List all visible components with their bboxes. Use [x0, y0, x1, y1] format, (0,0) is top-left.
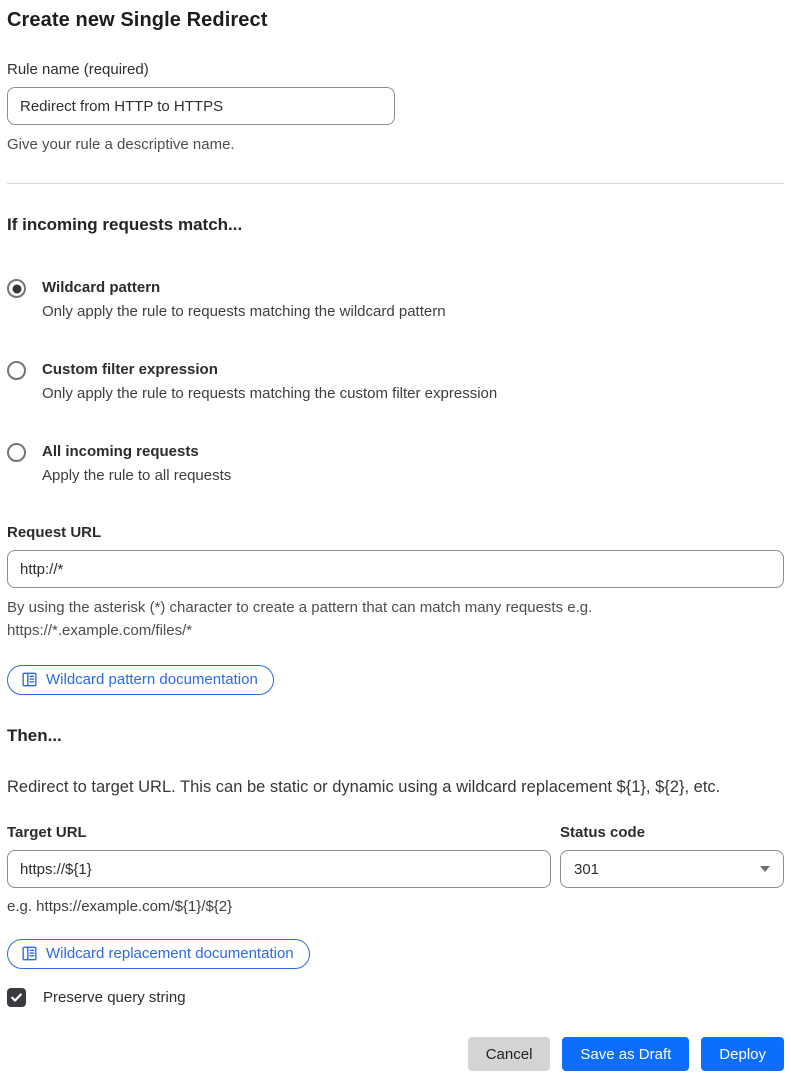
radio-option-description: Only apply the rule to requests matching the wildcard pattern — [42, 303, 446, 320]
book-icon — [21, 671, 38, 688]
status-code-value: 301 — [574, 860, 600, 878]
radio-option-custom-filter[interactable] — [7, 360, 784, 404]
radio-option-label: Wildcard pattern — [42, 279, 161, 296]
doc-button-label: Wildcard pattern documentation — [46, 671, 258, 688]
radio-option-label: All incoming requests — [42, 443, 199, 460]
radio-option-description: Only apply the rule to requests matching the custom filter expression — [42, 385, 498, 402]
doc-button-label: Wildcard replacement documentation — [46, 945, 294, 962]
wildcard-replacement-docs-button[interactable] — [7, 939, 310, 969]
status-code-label: Status code — [560, 824, 646, 841]
radio-option-wildcard-pattern[interactable] — [7, 278, 784, 322]
target-status-row — [7, 798, 784, 918]
page-title: Create new Single Redirect — [7, 9, 268, 31]
cancel-button[interactable]: Cancel — [468, 1037, 551, 1071]
wildcard-pattern-docs-button[interactable] — [7, 665, 274, 695]
match-type-radio-group — [7, 278, 784, 486]
radio-unselected-icon[interactable] — [7, 361, 26, 380]
preserve-query-label: Preserve query string — [43, 989, 186, 1006]
rule-name-label: Rule name (required) — [7, 61, 149, 78]
request-url-help-line1: By using the asterisk (*) character to create a pattern that can match many requests e.g. — [7, 599, 593, 616]
radio-option-description: Apply the rule to all requests — [42, 467, 232, 484]
book-icon — [21, 945, 38, 962]
request-url-help-line2: https://*.example.com/files/* — [7, 622, 193, 639]
radio-option-label: Custom filter expression — [42, 361, 218, 378]
target-url-help: e.g. https://example.com/${1}/${2} — [7, 898, 233, 915]
then-section-heading: Then... — [7, 726, 62, 745]
match-section-heading: If incoming requests match... — [7, 215, 243, 234]
status-code-select[interactable] — [560, 850, 784, 888]
request-url-help — [7, 596, 784, 642]
radio-option-all-requests[interactable] — [7, 442, 784, 486]
footer-actions — [7, 1037, 784, 1071]
radio-unselected-icon[interactable] — [7, 443, 26, 462]
rule-name-input[interactable] — [7, 87, 395, 125]
target-url-input[interactable] — [7, 850, 551, 888]
checkbox-checked-icon[interactable] — [7, 988, 26, 1007]
rule-name-help: Give your rule a descriptive name. — [7, 136, 235, 153]
radio-selected-icon[interactable] — [7, 279, 26, 298]
request-url-label: Request URL — [7, 524, 102, 541]
section-divider — [7, 183, 784, 184]
chevron-down-icon — [760, 866, 770, 872]
target-url-label: Target URL — [7, 824, 87, 841]
deploy-button[interactable]: Deploy — [701, 1037, 784, 1071]
then-description: Redirect to target URL. This can be static or dynamic using a wildcard replacement ${1}, ${2}, etc. — [7, 778, 721, 796]
preserve-query-row[interactable] — [7, 988, 784, 1007]
save-as-draft-button[interactable]: Save as Draft — [562, 1037, 689, 1071]
request-url-input[interactable] — [7, 550, 784, 588]
